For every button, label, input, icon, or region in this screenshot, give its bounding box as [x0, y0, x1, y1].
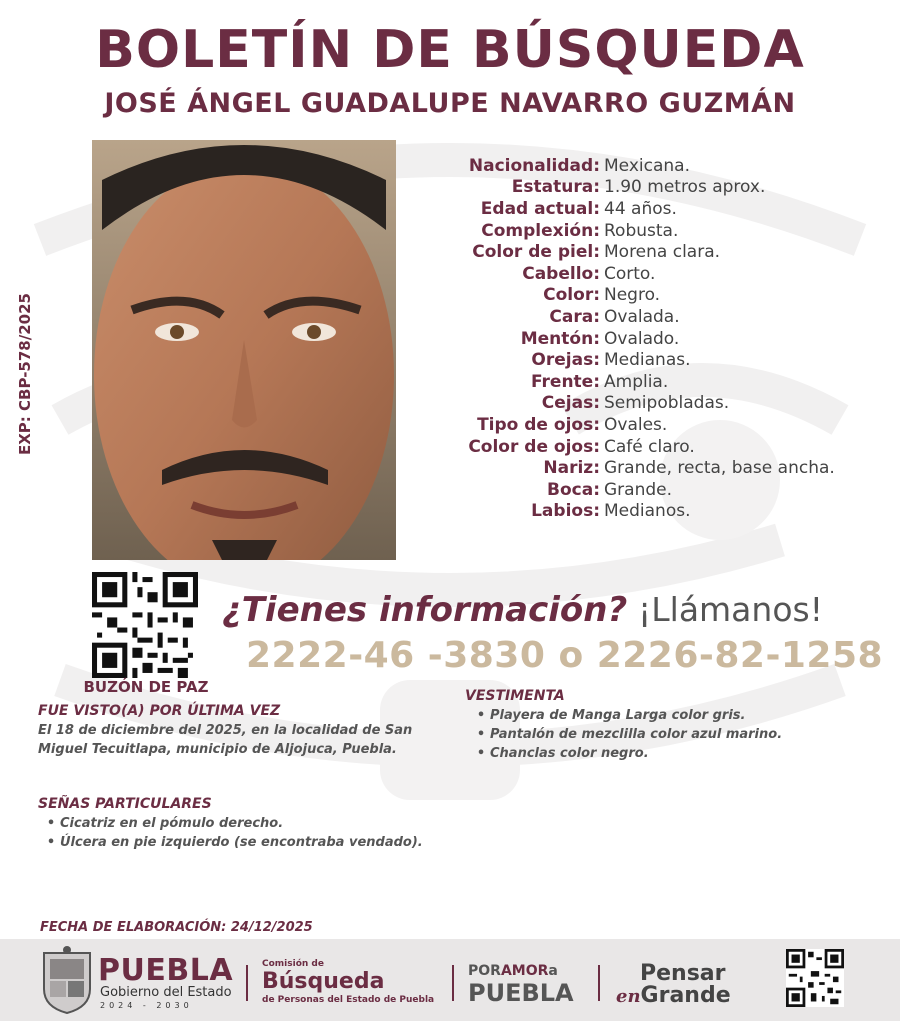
attr-value: Semipobladas.	[604, 393, 730, 414]
bulletin-title: BOLETÍN DE BÚSQUEDA	[95, 20, 805, 80]
amor-text: AMOR	[500, 963, 549, 979]
physical-description	[420, 155, 890, 522]
attr-label: Nariz:	[543, 458, 600, 479]
attr-row	[420, 371, 890, 393]
attr-label: Cabello:	[522, 263, 600, 284]
divider	[452, 965, 454, 1001]
attr-row	[420, 501, 890, 523]
busqueda-logo-text: Búsqueda	[262, 969, 385, 994]
attr-row	[420, 306, 890, 328]
elaboration-date: FECHA DE ELABORACIÓN: 24/12/2025	[40, 920, 313, 935]
en-grande-text	[616, 983, 731, 1008]
attr-row	[420, 241, 890, 263]
attr-row	[420, 436, 890, 458]
attr-row	[420, 155, 890, 177]
attr-row	[420, 349, 890, 371]
attr-value: Robusta.	[604, 220, 679, 241]
por-amor-puebla-text: PUEBLA	[468, 979, 574, 1007]
attr-value: Ovalado.	[604, 328, 680, 349]
list-item: • Pantalón de mezclilla color azul marino.	[472, 725, 782, 744]
marks-heading: SEÑAS PARTICULARES	[38, 796, 212, 812]
attr-label: Boca:	[547, 479, 600, 500]
call-us-text: ¡Llámanos!	[638, 590, 823, 629]
clothing-list	[472, 706, 782, 763]
attr-value: Medianos.	[604, 501, 691, 522]
attr-value: Mexicana.	[604, 155, 690, 176]
attr-value: Amplia.	[604, 371, 669, 392]
attr-value: Corto.	[604, 263, 656, 284]
attr-label: Estatura:	[511, 177, 600, 198]
attr-label: Color de piel:	[472, 242, 600, 263]
attr-label: Mentón:	[520, 328, 600, 349]
buzon-de-paz-label: BUZÓN DE PAZ	[83, 678, 209, 696]
attr-label: Tipo de ojos:	[477, 414, 600, 435]
list-item: • Úlcera en pie izquierdo (se encontraba vendado).	[42, 833, 423, 852]
attr-value: 1.90 metros aprox.	[604, 177, 766, 198]
question-bold: ¿Tienes información?	[222, 590, 628, 630]
comision-text: Comisión de	[262, 959, 324, 969]
last-seen-heading: FUE VISTO(A) POR ÚLTIMA VEZ	[38, 703, 281, 719]
personas-text: de Personas del Estado de Puebla	[262, 995, 435, 1005]
attr-label: Color:	[543, 285, 600, 306]
attr-value: Morena clara.	[604, 242, 721, 263]
por-text: POR	[468, 963, 501, 979]
marks-list	[42, 814, 423, 852]
attr-label: Color de ojos:	[468, 436, 600, 457]
attr-value: Negro.	[604, 285, 661, 306]
attr-value: Ovalada.	[604, 306, 680, 327]
attr-row	[420, 328, 890, 350]
attr-row	[420, 479, 890, 501]
attr-row	[420, 457, 890, 479]
attr-row	[420, 177, 890, 199]
attr-label: Nacionalidad:	[468, 155, 600, 176]
phone-numbers[interactable]: 2222-46 -3830 o 2226-82-1258	[246, 635, 884, 676]
attr-value: Ovales.	[604, 414, 668, 435]
attr-label: Frente:	[531, 371, 600, 392]
attr-row	[420, 198, 890, 220]
pensar-text: Pensar	[640, 961, 726, 986]
attr-label: Orejas:	[531, 350, 600, 371]
state-shield-icon	[40, 945, 94, 1015]
divider	[598, 965, 600, 1001]
en-text: en	[616, 986, 641, 1007]
attr-label: Cara:	[549, 306, 600, 327]
attr-label: Complexión:	[481, 220, 600, 241]
attr-value: Grande, recta, base ancha.	[604, 458, 835, 479]
attr-row	[420, 414, 890, 436]
list-item: • Cicatriz en el pómulo derecho.	[42, 814, 423, 833]
case-number: EXP: CBP-578/2025	[16, 293, 34, 455]
attr-row	[420, 263, 890, 285]
footer-logos	[0, 939, 900, 1021]
attr-value: Medianas.	[604, 350, 691, 371]
puebla-logo-text: PUEBLA	[98, 953, 234, 988]
attr-label: Cejas:	[541, 393, 600, 414]
por-amor-text	[468, 963, 558, 979]
gobierno-text: Gobierno del Estado	[100, 985, 232, 1000]
attr-label: Edad actual:	[480, 198, 600, 219]
years-text: 2024 - 2030	[100, 1001, 193, 1010]
attr-value: 44 años.	[604, 198, 677, 219]
attr-value: Grande.	[604, 479, 673, 500]
person-photo	[92, 140, 396, 560]
divider	[246, 965, 248, 1001]
attr-value: Café claro.	[604, 436, 695, 457]
grande-text: Grande	[640, 983, 731, 1008]
a-text: a	[548, 963, 558, 979]
footer-qr-code[interactable]	[786, 949, 844, 1007]
attr-label: Labios:	[531, 501, 600, 522]
attr-row	[420, 285, 890, 307]
clothing-heading: VESTIMENTA	[465, 688, 565, 704]
missing-person-name: JOSÉ ÁNGEL GUADALUPE NAVARRO GUZMÁN	[104, 88, 796, 119]
list-item: • Playera de Manga Larga color gris.	[472, 706, 782, 725]
attr-row	[420, 393, 890, 415]
last-seen-text: El 18 de diciembre del 2025, en la localidad de San Miguel Tecuitlapa, municipio de Aljojuca, Puebla.	[38, 723, 413, 757]
buzon-qr-code[interactable]	[92, 572, 198, 678]
list-item: • Chanclas color negro.	[472, 744, 782, 763]
attr-row	[420, 220, 890, 242]
contact-question	[222, 590, 823, 630]
